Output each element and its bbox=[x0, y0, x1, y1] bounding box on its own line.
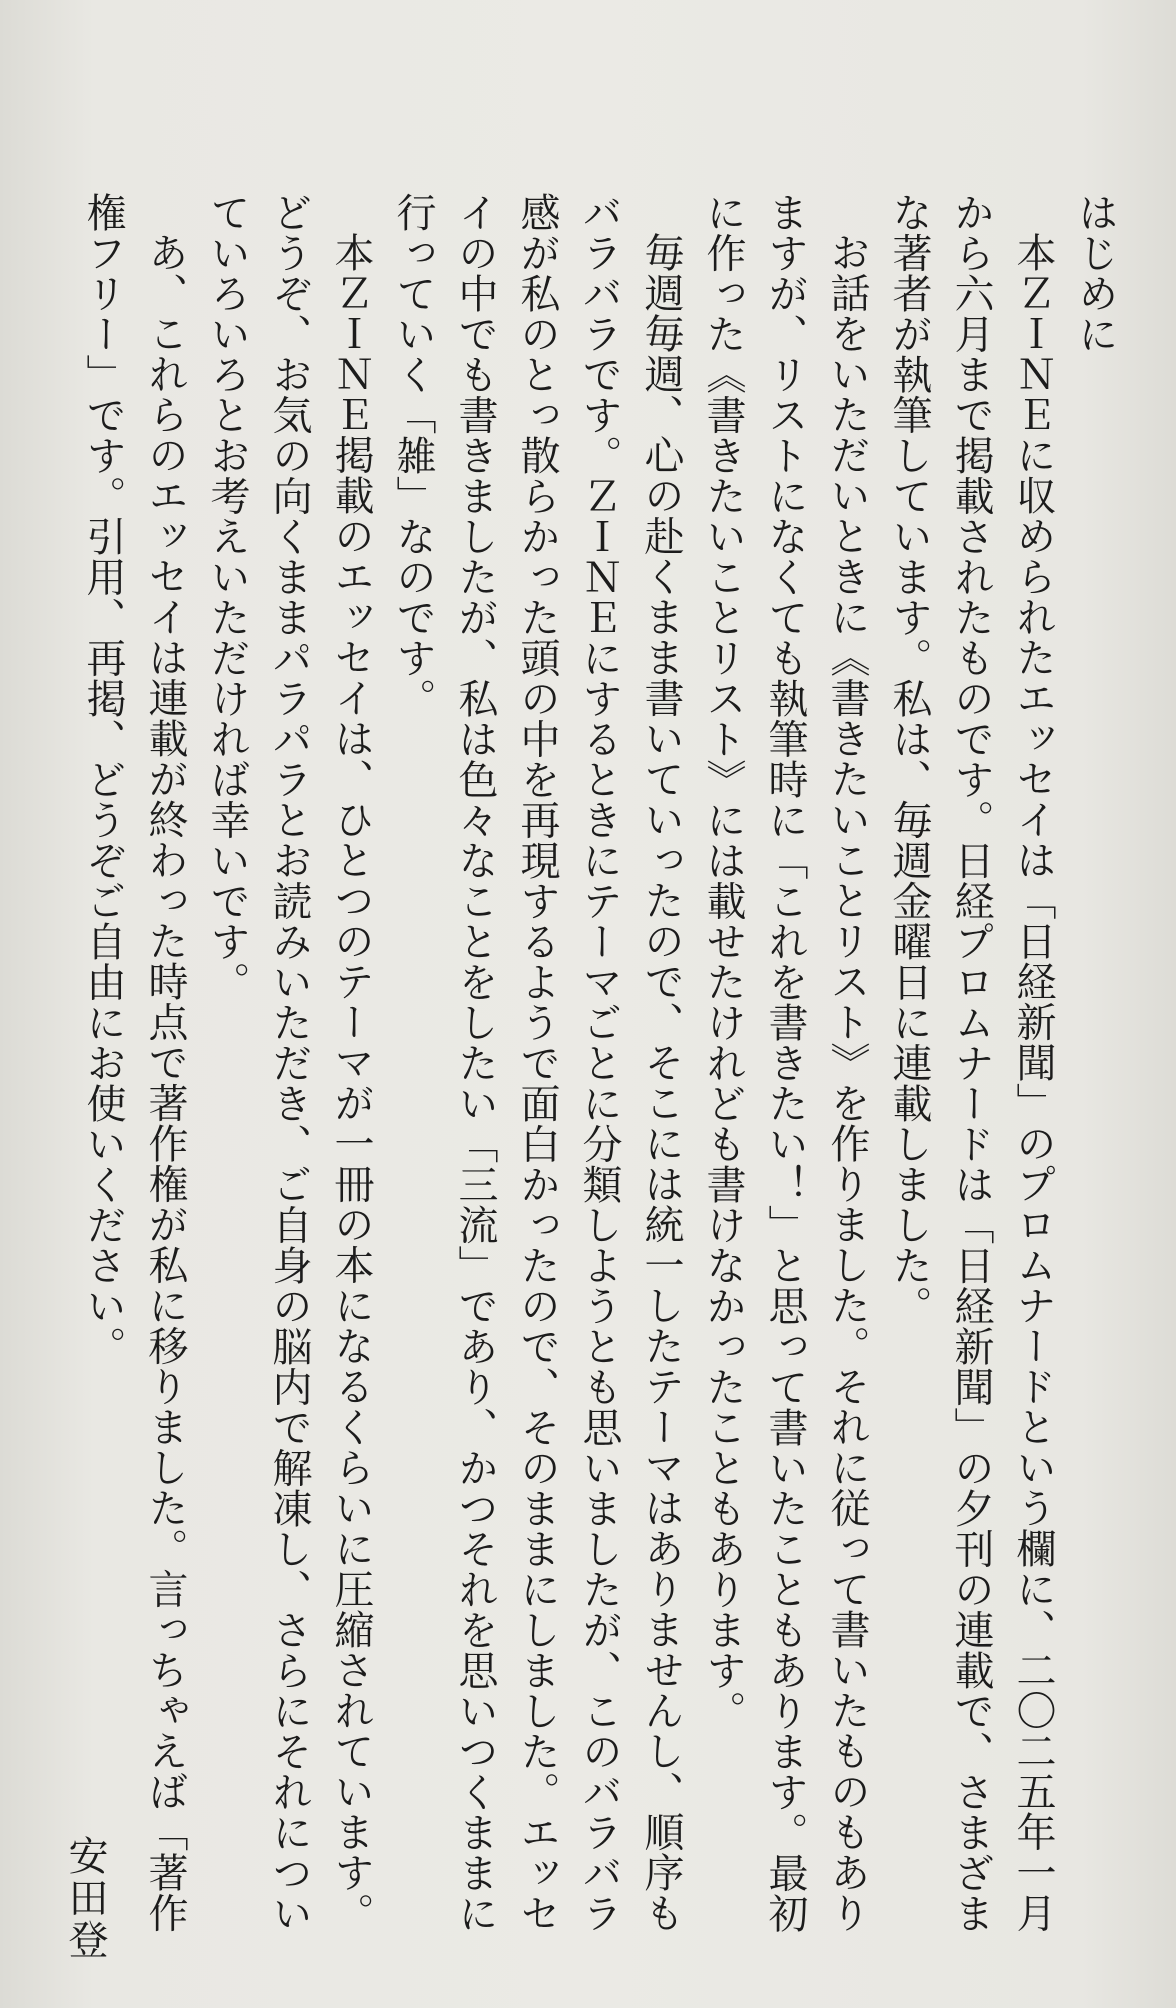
page-heading: はじめに bbox=[1072, 192, 1118, 354]
body-text bbox=[72, 192, 1126, 1972]
paragraph-5: あ、これらのエッセイは連載が終わった時点で著作権が私に移りました。言っちゃえば「著作権フリー」です。引用、再掲、どうぞご自由にお使いください。 bbox=[80, 192, 188, 1933]
paragraph-3: 毎週毎週、心の赴くまま書いていったので、そこには統一したテーマはありませんし、順序もバラバラです。ＺＩＮＥにするときにテーマごとに分類しようとも思いましたが、このバラバラ感が私のとっ散らかった頭の中を再現するようで面白かったので、そのままにしました。エッセイの中でも書きましたが、私は色々なことをしたい「三流」であり、かつそれを思いつくままに行っていく「雑」なのです。 bbox=[390, 192, 684, 1934]
paragraph-2: お話をいただいときに《書きたいことリスト》を作りました。それに従って書いたものもありますが、リストになくても執筆時に「これを書きたい！」と思って書いたこともあります。最初に作った《書きたいことリスト》には載せたけれども書けなかったこともあります。 bbox=[700, 192, 870, 1934]
paragraph-4: 本ＺＩＮＥ掲載のエッセイは、ひとつのテーマが一冊の本になるくらいに圧縮されています。どうぞ、お気の向くままパラパラとお読みいただき、ご自身の脳内で解凍し、さらにそれについていろいろとお考えいただければ幸いです。 bbox=[204, 192, 374, 1934]
author-name: 安田登 bbox=[62, 1835, 108, 1961]
paragraph-1: 本ＺＩＮＥに収められたエッセイは「日経新聞」のプロムナードという欄に、二〇二五年一月から六月まで掲載されたものです。日経プロムナードは「日経新聞」の夕刊の連載で、さまざまな著者が執筆しています。私は、毎週金曜日に連載しました。 bbox=[886, 192, 1056, 1934]
